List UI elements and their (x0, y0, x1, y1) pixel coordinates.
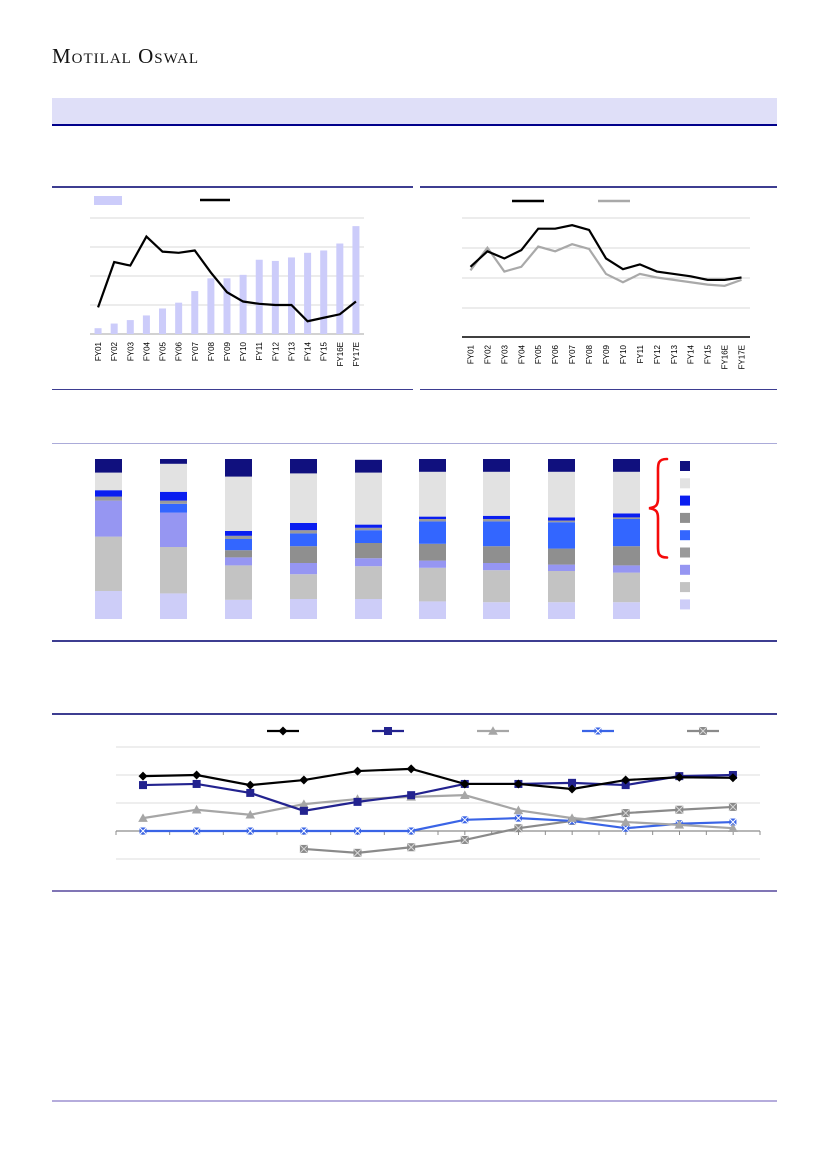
svg-text:FY12: FY12 (271, 342, 281, 362)
svg-text:FY02: FY02 (483, 345, 493, 365)
footer-divider (52, 1100, 777, 1102)
svg-text:FY07: FY07 (190, 342, 200, 362)
chart-bottom-lines (52, 713, 777, 892)
two-lines-chart (420, 188, 777, 387)
svg-text:FY08: FY08 (585, 345, 595, 365)
svg-text:FY10: FY10 (618, 345, 628, 365)
svg-text:FY10: FY10 (239, 342, 249, 362)
svg-text:FY02: FY02 (110, 342, 120, 362)
svg-text:FY16E: FY16E (720, 345, 730, 370)
svg-text:FY06: FY06 (174, 342, 184, 362)
svg-text:FY05: FY05 (534, 345, 544, 365)
svg-text:FY11: FY11 (255, 342, 265, 361)
svg-text:FY12: FY12 (652, 345, 662, 365)
svg-text:FY05: FY05 (158, 342, 168, 362)
svg-text:FY15: FY15 (703, 345, 713, 365)
svg-text:FY17E: FY17E (737, 345, 747, 370)
svg-text:FY08: FY08 (206, 342, 216, 362)
chart-stacked-bars (52, 443, 777, 642)
multi-line-chart (52, 715, 777, 887)
svg-text:FY09: FY09 (602, 345, 611, 365)
bars-line-chart (52, 188, 413, 387)
svg-text:FY06: FY06 (551, 345, 561, 365)
svg-text:FY04: FY04 (142, 342, 152, 362)
svg-text:FY14: FY14 (686, 345, 696, 365)
chart-top-left (52, 186, 413, 390)
stacked-bar-chart (52, 444, 777, 639)
svg-text:FY15: FY15 (319, 342, 329, 362)
svg-text:FY11: FY11 (635, 345, 645, 364)
svg-text:FY16E: FY16E (335, 342, 345, 367)
svg-text:FY03: FY03 (126, 342, 136, 362)
svg-text:FY01: FY01 (94, 342, 104, 362)
svg-text:FY04: FY04 (517, 345, 527, 365)
svg-text:FY13: FY13 (669, 345, 679, 365)
svg-text:FY01: FY01 (466, 345, 476, 365)
svg-text:FY09: FY09 (223, 342, 232, 362)
title-banner (52, 98, 777, 126)
svg-text:FY17E: FY17E (351, 342, 361, 367)
brand-logo: Motilal Oswal (52, 44, 200, 68)
svg-text:FY03: FY03 (500, 345, 510, 365)
chart-top-right (420, 186, 777, 390)
svg-text:FY07: FY07 (568, 345, 578, 365)
svg-text:FY13: FY13 (287, 342, 297, 362)
svg-text:FY14: FY14 (303, 342, 313, 362)
